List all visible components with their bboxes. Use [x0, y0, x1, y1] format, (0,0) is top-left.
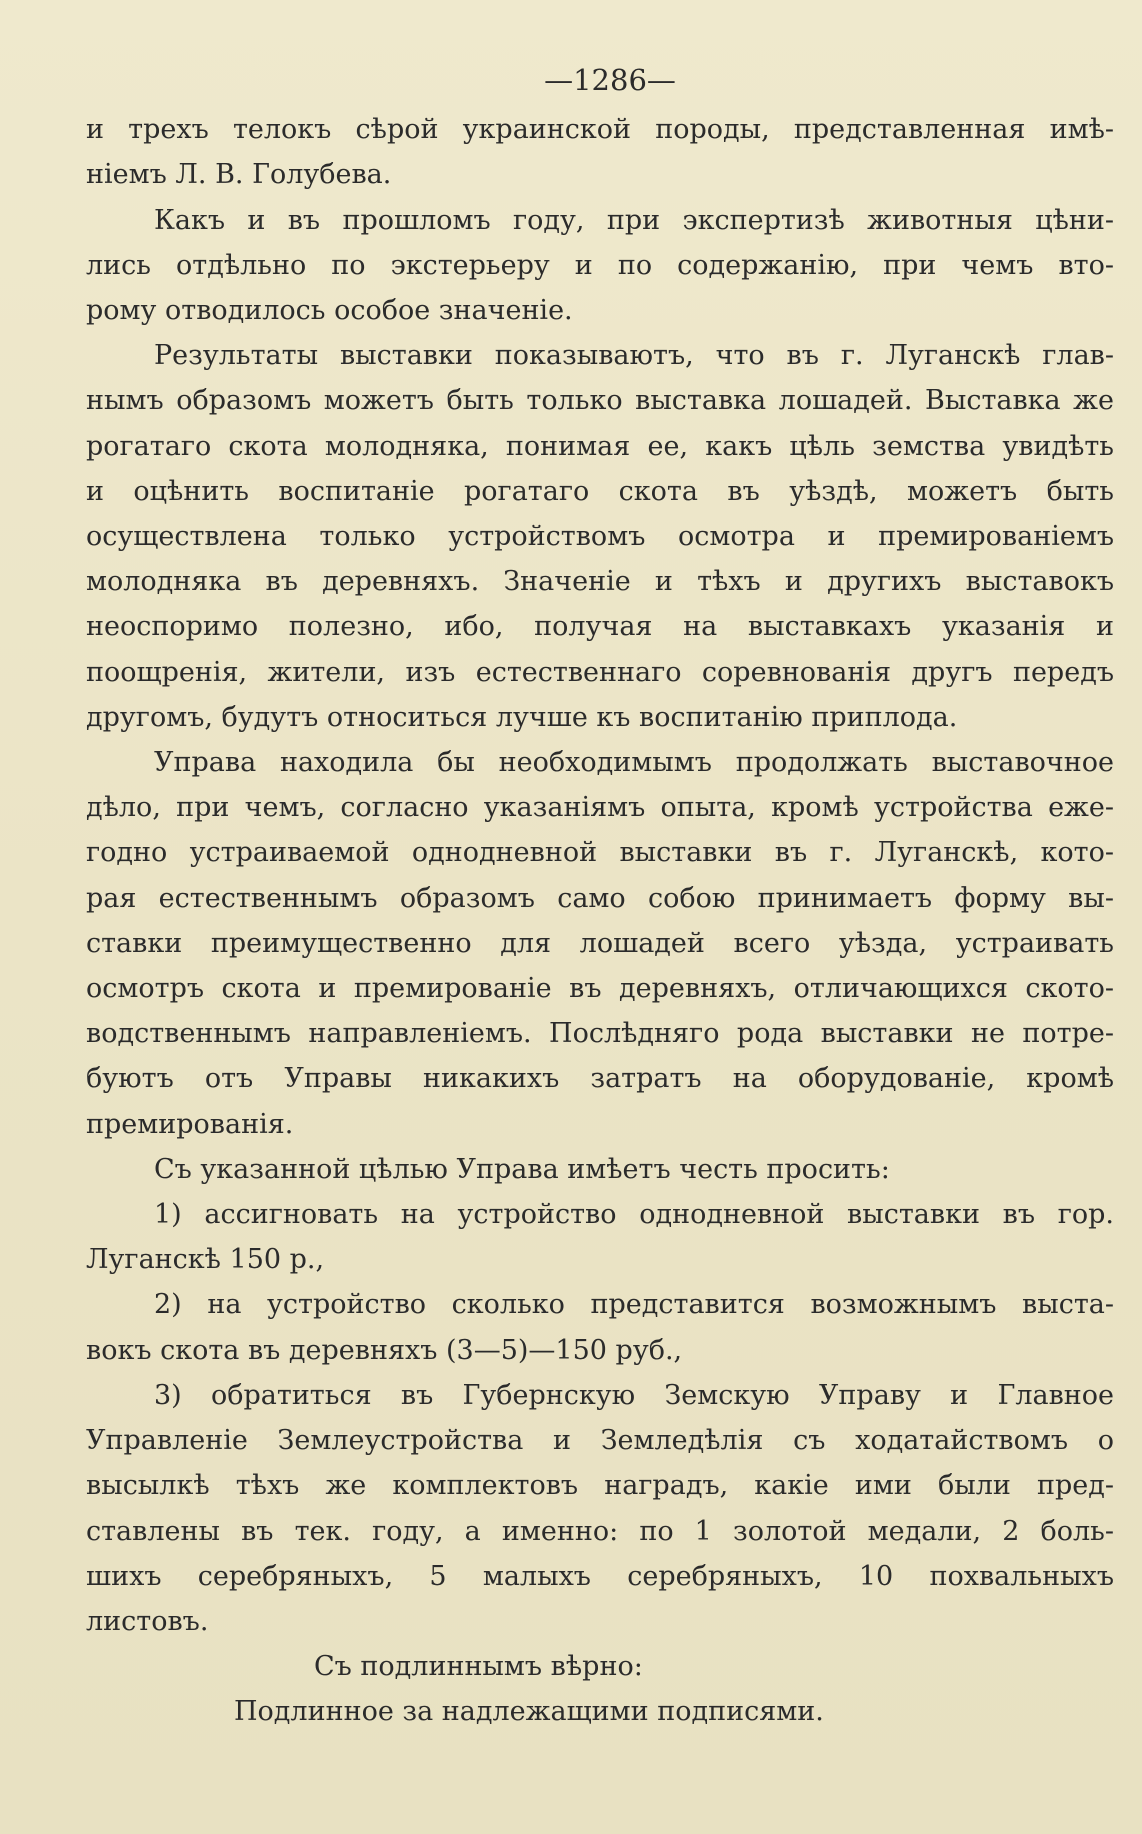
text-line: и трехъ телокъ сѣрой украинской породы, представленная имѣ-: [86, 114, 1114, 146]
text-line: рому отводилось особое значеніе.: [86, 295, 573, 327]
text-line: осмотръ скота и премированіе въ деревняхъ, отличающихся ското-: [86, 973, 1114, 1005]
text-line: ставлены въ тек. году, а именно: по 1 золотой медали, 2 боль-: [86, 1515, 1114, 1547]
text-line: 3) обратиться въ Губернскую Земскую Управу и Главное: [154, 1379, 1114, 1411]
page-number: —1286—: [544, 63, 676, 97]
text-line: 2) на устройство сколько представится возможнымъ выста-: [154, 1289, 1114, 1321]
text-line: буютъ отъ Управы никакихъ затратъ на оборудованіе, кромѣ: [86, 1063, 1114, 1095]
text-line: листовъ.: [86, 1605, 209, 1637]
text-line: ставки преимущественно для лошадей всего уѣзда, устраивать: [86, 927, 1114, 959]
text-line: осуществлена только устройствомъ осмотра и премированіемъ: [86, 521, 1114, 553]
text-line: и оцѣнить воспитаніе рогатаго скота въ уѣздѣ, можетъ быть: [86, 475, 1114, 507]
text-line: годно устраиваемой однодневной выставки въ г. Луганскѣ, кото-: [86, 837, 1114, 869]
text-line: Управленіе Землеустройства и Земледѣлія съ ходатайствомъ о: [86, 1425, 1114, 1457]
text-line: премированія.: [86, 1108, 294, 1140]
text-line: Результаты выставки показываютъ, что въ г. Луганскѣ глав-: [154, 340, 1114, 372]
text-line: поощренія, жители, изъ естественнаго соревнованія другъ передъ: [86, 656, 1114, 688]
text-line: высылкѣ тѣхъ же комплектовъ наградъ, какіе ими были пред-: [86, 1470, 1114, 1502]
text-line: шихъ серебряныхъ, 5 малыхъ серебряныхъ, 10 похвальныхъ: [86, 1560, 1114, 1592]
text-line: водственнымъ направленіемъ. Послѣдняго рода выставки не потре-: [86, 1018, 1114, 1050]
text-line: Луганскѣ 150 р.,: [86, 1244, 325, 1276]
text-line: рая естественнымъ образомъ само собою принимаетъ форму вы-: [86, 882, 1114, 914]
text-line: вокъ скота въ деревняхъ (3—5)—150 руб.,: [86, 1334, 683, 1366]
text-line: Какъ и въ прошломъ году, при экспертизѣ животныя цѣни-: [154, 204, 1114, 236]
text-line: молодняка въ деревняхъ. Значеніе и тѣхъ и другихъ выставокъ: [86, 566, 1114, 598]
page-text-block: [86, 58, 1114, 1735]
text-line: другомъ, будутъ относиться лучше къ воспитанію приплода.: [86, 701, 958, 733]
text-line: дѣло, при чемъ, согласно указаніямъ опыта, кромѣ устройства еже-: [86, 792, 1114, 824]
text-line: нымъ образомъ можетъ быть только выставка лошадей. Выставка же: [86, 385, 1114, 417]
text-line: Съ указанной цѣлью Управа имѣетъ честь просить:: [154, 1153, 890, 1185]
text-line: 1) ассигновать на устройство однодневной выставки въ гор.: [154, 1199, 1114, 1231]
certification-line: Съ подлиннымъ вѣрно:: [314, 1651, 643, 1683]
text-line: ніемъ Л. В. Голубева.: [86, 159, 392, 191]
text-line: лись отдѣльно по экстерьеру и по содержанію, при чемъ вто-: [86, 249, 1114, 281]
signature-note: Подлинное за надлежащими подписями.: [234, 1696, 824, 1728]
text-line: рогатаго скота молодняка, понимая ее, какъ цѣль земства увидѣть: [86, 430, 1114, 462]
text-line: неоспоримо полезно, ибо, получая на выставкахъ указанія и: [86, 611, 1114, 643]
text-line: Управа находила бы необходимымъ продолжать выставочное: [154, 747, 1114, 779]
